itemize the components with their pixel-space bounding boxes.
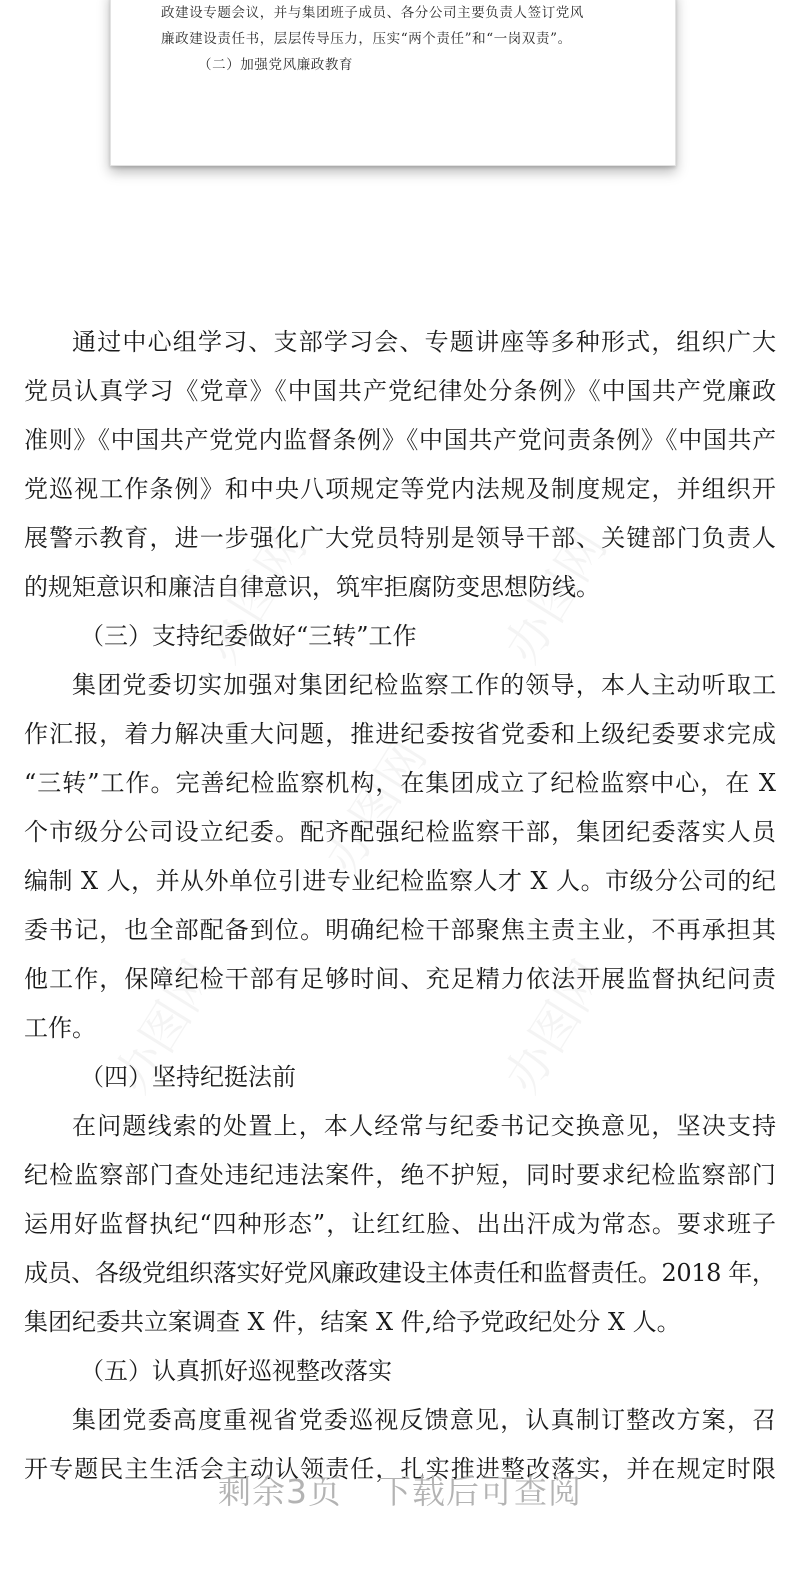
paragraph-line: 他工作，保障纪检干部有足够时间、充足精力依法开展监督执纪问责 <box>24 965 777 993</box>
remaining-pages-label: 剩余3页 <box>218 1472 342 1511</box>
paragraph-line: 的规矩意识和廉洁自律意识，筑牢拒腐防变思想防线。 <box>24 573 600 601</box>
paragraph-line: 展警示教育，进一步强化广大党员特别是领导干部、关键部门负责人 <box>24 524 777 552</box>
paragraph-line: 党员认真学习《党章》《中国共产党纪律处分条例》《中国共产党廉政 <box>24 377 778 405</box>
download-to-view-label: 下载后可查阅 <box>378 1472 582 1511</box>
paragraph-line: 运用好监督执纪“四种形态”，让红红脸、出出汗成为常态。要求班子 <box>24 1210 778 1238</box>
paragraph-line: 纪检监察部门查处违纪违法案件，绝不护短，同时要求纪检监察部门 <box>24 1161 777 1189</box>
paragraph-line: 成员、各级党组织落实好党风廉政建设主体责任和监督责任。2018 年， <box>24 1259 776 1287</box>
paragraph-line: 在问题线索的处置上，本人经常与纪委书记交换意见，坚决支持 <box>72 1112 778 1140</box>
paragraph-line: 通过中心组学习、支部学习会、专题讲座等多种形式，组织广大 <box>72 328 778 356</box>
preview-section-heading: （二）加强党风廉政教育 <box>198 57 354 73</box>
paragraph-line: 集团党委高度重视省党委巡视反馈意见，认真制订整改方案，召 <box>72 1406 778 1434</box>
paragraph-line: 党巡视工作条例》和中央八项规定等党内法规及制度规定，并组织开 <box>24 475 777 503</box>
paragraph-line: 编制 X 人，并从外单位引进专业纪检监察人才 X 人。市级分公司的纪 <box>24 867 777 895</box>
download-prompt[interactable] <box>0 1466 800 1513</box>
paragraph-line: 工作。 <box>24 1014 96 1042</box>
paragraph-line: 准则》《中国共产党党内监督条例》《中国共产党问责条例》《中国共产 <box>24 426 777 454</box>
paragraph-line: “三转”工作。完善纪检监察机构，在集团成立了纪检监察中心，在 X <box>24 769 777 797</box>
paragraph-line: 个市级分公司设立纪委。配齐配强纪检监察干部，集团纪委落实人员 <box>24 818 777 846</box>
preview-line: 廉政建设责任书，层层传导压力，压实“两个责任”和“一岗双责”。 <box>161 31 572 47</box>
preview-line: 政建设专题会议，并与集团班子成员、各分公司主要负责人签订党风 <box>161 5 584 21</box>
section-heading: （五）认真抓好巡视整改落实 <box>80 1357 392 1385</box>
section-heading: （四）坚持纪挺法前 <box>80 1063 296 1091</box>
paragraph-line: 开专题民主生活会主动认领责任，扎实推进整改落实，并在规定时限 <box>24 1455 777 1483</box>
paragraph-line: 集团党委切实加强对集团纪检监察工作的领导，本人主动听取工 <box>72 671 778 699</box>
paragraph-line: 集团纪委共立案调查 X 件，结案 X 件,给予党政纪处分 X 人。 <box>24 1308 681 1336</box>
document-body <box>24 318 776 1494</box>
paragraph-line: 作汇报，着力解决重大问题，推进纪委按省党委和上级纪委要求完成 <box>24 720 777 748</box>
paragraph-line: 委书记，也全部配备到位。明确纪检干部聚焦主责主业，不再承担其 <box>24 916 777 944</box>
section-heading: （三）支持纪委做好“三转”工作 <box>80 622 417 650</box>
document-preview-card <box>110 0 676 166</box>
